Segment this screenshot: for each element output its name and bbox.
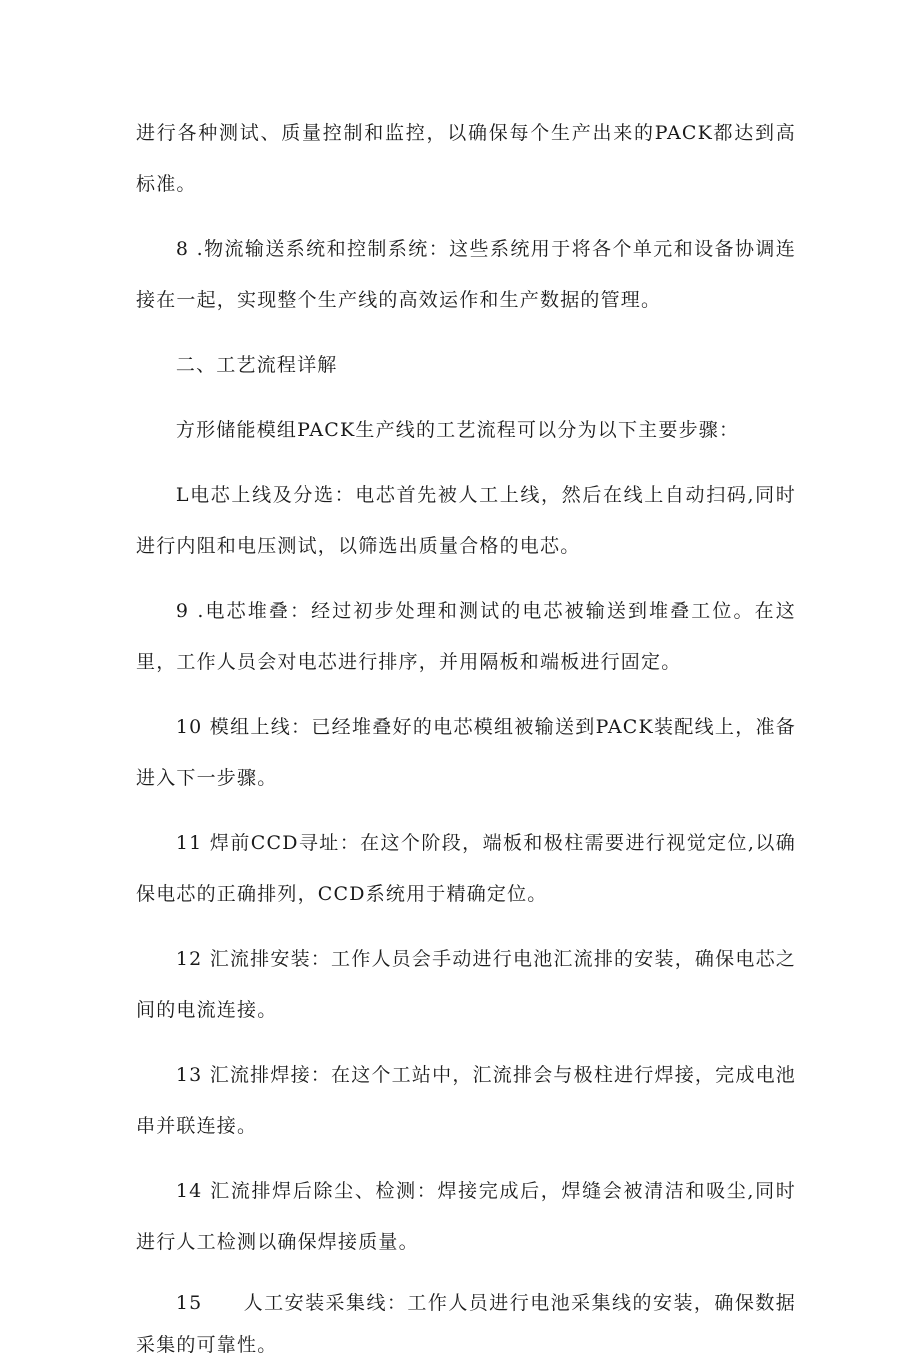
paragraph-item-15: 15 人工安装采集线：工作人员进行电池采集线的安装，确保数据采集的可靠性。 [136, 1292, 796, 1356]
paragraph-item-9: 9 .电芯堆叠：经过初步处理和测试的电芯被输送到堆叠工位。在这里，工作人员会对电芯进行排序，并用隔板和端板进行固定。 [136, 600, 796, 673]
paragraph-item-11: 11 焊前CCD寻址：在这个阶段，端板和极柱需要进行视觉定位,以确保电芯的正确排列，CCD系统用于精确定位。 [136, 832, 796, 905]
document-body [136, 108, 796, 1366]
paragraph-item-8: 8 .物流输送系统和控制系统：这些系统用于将各个单元和设备协调连接在一起，实现整个生产线的高效运作和生产数据的管理。 [136, 238, 796, 311]
paragraph-item-13: 13 汇流排焊接：在这个工站中，汇流排会与极柱进行焊接，完成电池串并联连接。 [136, 1064, 796, 1137]
paragraph-intro: 方形储能模组PACK生产线的工艺流程可以分为以下主要步骤： [175, 419, 740, 441]
section-heading: 二、工艺流程详解 [175, 354, 338, 376]
paragraph-item-10: 10 模组上线：已经堆叠好的电芯模组被输送到PACK装配线上，准备进入下一步骤。 [136, 716, 796, 789]
paragraph-item-14: 14 汇流排焊后除尘、检测：焊接完成后，焊缝会被清洁和吸尘,同时进行人工检测以确保焊接质量。 [136, 1180, 796, 1253]
paragraph-continuation: 进行各种测试、质量控制和监控，以确保每个生产出来的PACK都达到高标准。 [136, 122, 796, 195]
paragraph-item-12: 12 汇流排安装：工作人员会手动进行电池汇流排的安装，确保电芯之间的电流连接。 [136, 948, 796, 1021]
paragraph-step-cell-loading: L电芯上线及分选：电芯首先被人工上线，然后在线上自动扫码,同时进行内阻和电压测试，以筛选出质量合格的电芯。 [136, 484, 796, 557]
